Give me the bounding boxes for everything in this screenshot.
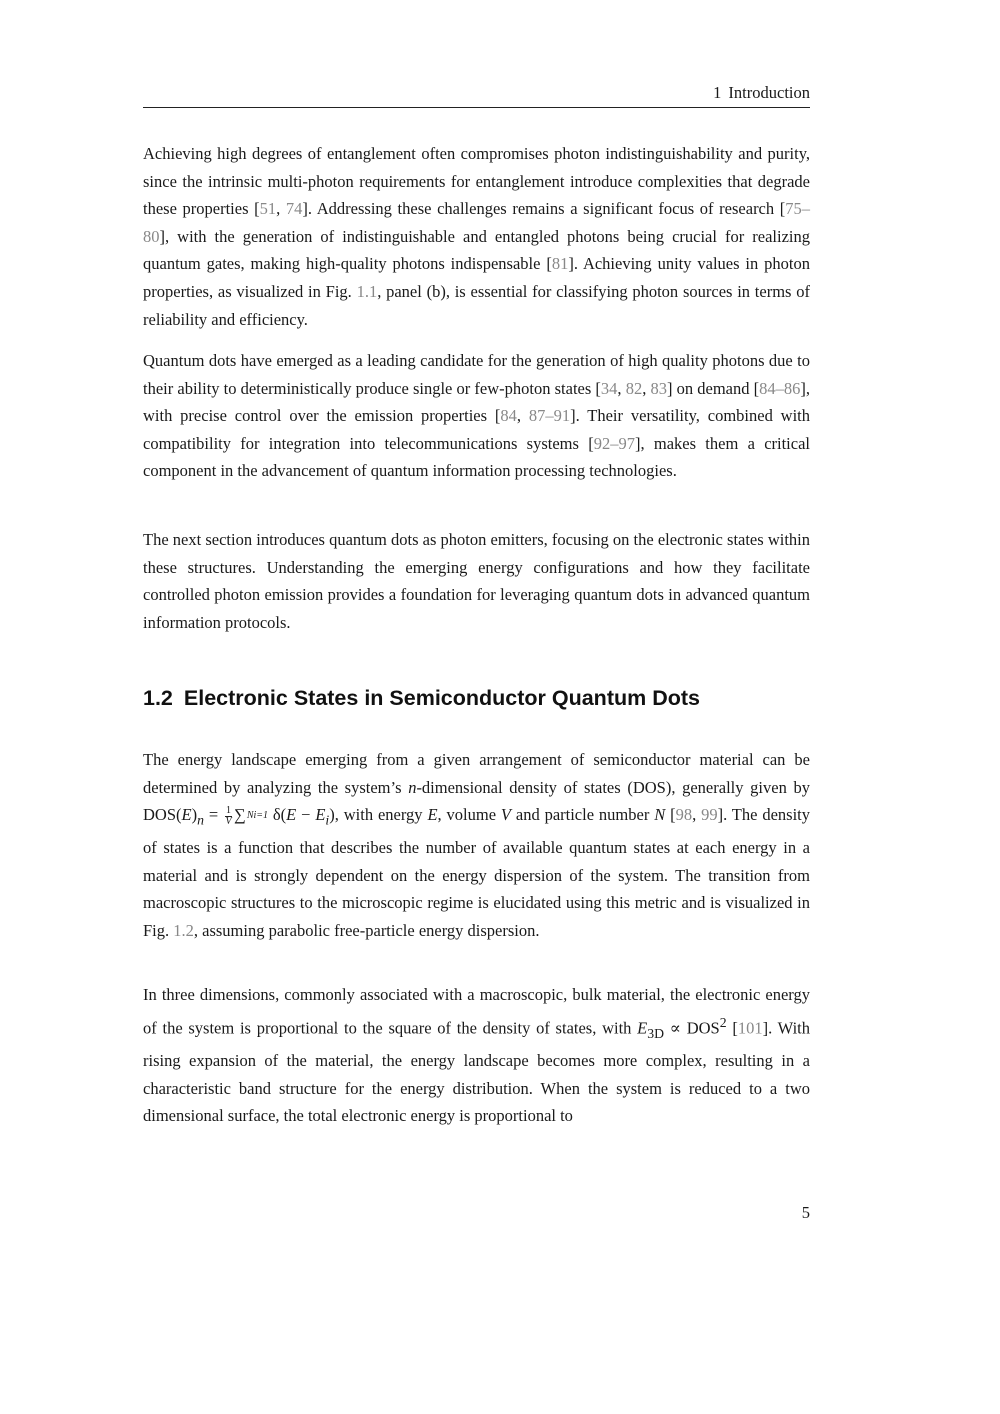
paragraph-text: ]. With rising expansion of the material, the energy landscape becomes more complex, resulting in a characteristic band structure for the energy distribution. When the system is reduced to a two dimensional surface, the total electronic energy is proportional to xyxy=(143,1018,810,1126)
section-heading xyxy=(143,683,843,713)
sum-upper-limit: N xyxy=(246,810,254,822)
citation-link[interactable]: 84–86 xyxy=(759,378,801,398)
math-variable: E xyxy=(286,805,297,825)
sum-symbol: ∑ xyxy=(234,805,246,825)
math-text: ∝ DOS xyxy=(664,1018,720,1038)
fraction-denominator: V xyxy=(225,815,232,827)
citation-link[interactable]: 83 xyxy=(650,378,667,398)
paragraph-text: Quantum dots have emerged as a leading candidate for the generation of high quality photons due to their ability to deterministically produce single or few-photon states [ xyxy=(143,351,810,398)
math-text: ) xyxy=(191,805,198,825)
paragraph-text: , volume xyxy=(437,805,501,825)
paragraph-text: , xyxy=(642,378,651,398)
math-subscript: n xyxy=(197,812,204,828)
paragraph-text: In three dimensions, commonly associated with a macroscopic, bulk material, the electronic energy of the system is proportional to the square of the density of states, with xyxy=(143,985,810,1038)
math-superscript: 2 xyxy=(719,1014,727,1030)
citation-link[interactable]: 87–91 xyxy=(528,406,571,426)
citation-link[interactable]: 74 xyxy=(285,199,303,219)
math-variable: N xyxy=(654,805,666,825)
math-text: − xyxy=(296,805,316,825)
paragraph-4 xyxy=(143,746,810,944)
paragraph-text: ], with the generation of indistinguishable and entangled photons being crucial for realizing quantum gates, making high-quality photons indispensable [ xyxy=(143,226,810,274)
citation-link[interactable]: 81 xyxy=(551,254,569,274)
paragraph-text: Achieving high degrees of entanglement often compromises photon indistinguishability and purity, since the intrinsic multi-photon requirements for entanglement introduce complexities that degrade these properties [ xyxy=(143,144,810,219)
math-fraction xyxy=(225,806,232,827)
math-variable: E xyxy=(637,1018,648,1038)
citation-link[interactable]: 34 xyxy=(600,378,618,398)
paragraph-text: ]. Addressing these challenges remains a significant focus of research [ xyxy=(302,199,786,219)
math-variable: n xyxy=(408,777,417,797)
sum-limits xyxy=(247,811,268,821)
paragraph-text: , xyxy=(692,805,702,825)
paragraph-text: , assuming parabolic free-particle energy dispersion. xyxy=(193,920,540,940)
paragraph-text: [ xyxy=(726,1018,738,1038)
chapter-title: Introduction xyxy=(728,83,810,102)
citation-link[interactable]: 98 xyxy=(675,805,693,825)
math-text: δ( xyxy=(268,805,287,825)
paragraph-text: , xyxy=(617,378,626,398)
section-number: 1.2 xyxy=(143,686,173,710)
page-number: 5 xyxy=(801,1203,810,1222)
fraction-numerator: 1 xyxy=(226,804,232,816)
math-subscript: 3D xyxy=(647,1025,665,1041)
citation-link[interactable]: 82 xyxy=(625,378,643,398)
paragraph-text: , xyxy=(516,406,529,426)
citation-link[interactable]: 51 xyxy=(259,199,277,219)
citation-link[interactable]: 84 xyxy=(500,406,517,426)
section-title: Electronic States in Semiconductor Quantum Dots xyxy=(183,686,700,710)
paragraph-text: The energy landscape emerging from a given arrangement of semiconductor material can be determined by analyzing the system’s xyxy=(143,750,810,797)
paragraph-text: ), with energy xyxy=(329,805,428,825)
paragraph-text: ], makes them a critical component in the advancement of quantum information processing technologies. xyxy=(143,433,810,481)
math-variable: E xyxy=(315,805,326,825)
paragraph-text: [ xyxy=(665,805,676,825)
paragraph-text: ], with precise control over the emission properties [ xyxy=(143,378,811,426)
math-variable: E xyxy=(427,805,438,825)
paragraph-3: The next section introduces quantum dots as photon emitters, focusing on the electronic states within these structures. Understanding the emerging energy configurations and how they facilitate controlled photon emission provides a foundation for leveraging quantum dots in advanced quantum information protocols. xyxy=(143,530,810,632)
paragraph-text: , xyxy=(276,199,286,219)
figure-link[interactable]: 1.1 xyxy=(356,281,378,301)
math-variable: E xyxy=(181,805,192,825)
figure-link[interactable]: 1.2 xyxy=(173,920,194,940)
citation-link[interactable]: 75–80 xyxy=(143,199,811,246)
paragraph-text: -dimensional density of states (DOS), generally given by DOS( xyxy=(143,777,810,825)
citation-link[interactable]: 92–97 xyxy=(593,433,635,453)
paragraph-1 xyxy=(143,140,810,333)
paragraph-text: ] on demand [ xyxy=(666,378,760,398)
paragraph-text: ]. Their versatility, combined with compatibility for integration into telecommunications systems [ xyxy=(143,406,811,453)
citation-link[interactable]: 99 xyxy=(701,805,718,825)
math-subscript: i xyxy=(325,812,330,828)
paragraph-2 xyxy=(143,347,810,485)
paragraph-text: and particle number xyxy=(511,805,655,825)
paragraph-text: ]. The density of states is a function that describes the number of available quantum states at each energy in a material and is strongly dependent on the energy dispersion of the system. The transition from macroscopic structures to the microscopic regime is elucidated using this metric and is visualized in Fig. xyxy=(143,805,810,940)
paragraph-5 xyxy=(143,981,810,1130)
paragraph-text: , panel (b), is essential for classifying photon sources in terms of reliability and efficiency. xyxy=(143,281,810,329)
running-header xyxy=(143,82,810,108)
paragraph-text: ]. Achieving unity values in photon properties, as visualized in Fig. xyxy=(143,254,810,301)
sum-lower-limit: i=1 xyxy=(253,810,269,822)
citation-link[interactable]: 101 xyxy=(737,1018,763,1038)
math-variable: V xyxy=(500,805,511,825)
chapter-number: 1 xyxy=(713,83,722,102)
math-text: = xyxy=(203,805,224,825)
